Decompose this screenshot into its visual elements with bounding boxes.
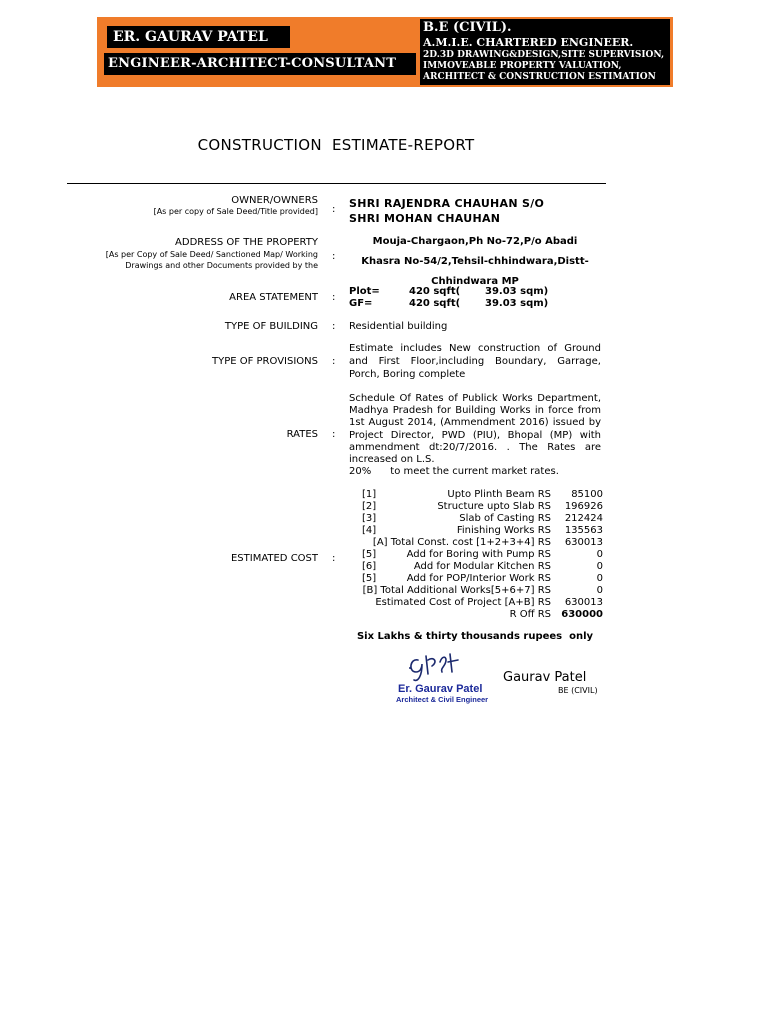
- degree: B.E (CIVIL).: [423, 20, 512, 35]
- area-colon: :: [332, 292, 336, 303]
- building-type-colon: :: [332, 321, 336, 332]
- cost-row-description: Add for Modular Kitchen RS: [413, 561, 551, 572]
- area-value: [349, 286, 601, 310]
- cost-row: [349, 525, 603, 537]
- cost-row-code: [6]: [362, 561, 377, 572]
- address-line-1: Mouja-Chargaon,Ph No-72,P/o Abadi: [372, 236, 578, 247]
- cost-row-description: Slab of Casting RS: [459, 513, 551, 524]
- building-type-value: Residential building: [349, 321, 448, 332]
- cost-row: [349, 513, 603, 525]
- cost-row-code: [4]: [362, 525, 377, 536]
- cost-row-description: Structure upto Slab RS: [437, 501, 551, 512]
- cost-row-description: Add for POP/Interior Work RS: [406, 573, 551, 584]
- cost-row: [349, 573, 603, 585]
- rates-last-line: 20% to meet the current market rates.: [349, 466, 559, 477]
- provisions-colon: :: [332, 356, 336, 367]
- report-title: CONSTRUCTION ESTIMATE-REPORT: [197, 136, 475, 154]
- cost-row-code: [1]: [362, 489, 377, 500]
- rates-value: Schedule Of Rates of Publick Works Department, Madhya Pradesh for Building Works in force from 1st August 2014, (Ammendment 2016) issued by Project Director, PWD (PIU), Bhopal (MP) with ammendment dt:20/7/2016. . The Rates are increased on L.S.: [349, 393, 601, 466]
- address-sub-label-1: [As per Copy of Sale Deed/ Sanctioned Map/ Working: [105, 250, 318, 259]
- cost-row-description: Estimated Cost of Project [A+B] RS: [375, 597, 551, 608]
- signature-scribble-icon: [392, 650, 502, 706]
- owner-value: [349, 196, 601, 226]
- cost-row-description: [A] Total Const. cost [1+2+3+4] RS: [372, 537, 551, 548]
- cost-row: [349, 489, 603, 501]
- estimated-cost-label: ESTIMATED COST: [230, 553, 318, 564]
- cost-row-description: Add for Boring with Pump RS: [406, 549, 551, 560]
- cost-row-amount: 0: [596, 585, 603, 596]
- engineer-name: ER. GAURAV PATEL: [107, 26, 290, 48]
- stamp-title: Architect & Civil Engineer: [396, 695, 489, 704]
- provisions-label: TYPE OF PROVISIONS: [211, 356, 318, 367]
- cost-row-amount: 0: [596, 561, 603, 572]
- plot-sqm: 39.03 sqm): [485, 286, 549, 297]
- credentials-box: [420, 19, 670, 85]
- cost-row: [349, 501, 603, 513]
- owner-label: OWNER/OWNERS: [231, 195, 318, 206]
- cost-row: [349, 549, 603, 561]
- address-sub-label-2: Drawings and other Documents provided by the: [125, 261, 318, 270]
- cost-row: [349, 585, 603, 597]
- cost-row-amount: 630013: [564, 597, 603, 608]
- cost-row-description: [B] Total Additional Works[5+6+7] RS: [362, 585, 551, 596]
- gf-label: GF=: [349, 298, 373, 309]
- rates-label: RATES: [286, 429, 318, 440]
- cost-row: [349, 537, 603, 549]
- address-line-2: Khasra No-54/2,Tehsil-chhindwara,Distt-: [361, 256, 589, 267]
- cost-row-amount: 630013: [564, 537, 603, 548]
- stamp-name: Er. Gaurav Patel: [398, 683, 483, 695]
- cost-row-description: R Off RS: [509, 609, 551, 620]
- cost-table: [349, 489, 603, 621]
- title-divider: [67, 183, 606, 184]
- engineer-role: ENGINEER-ARCHITECT-CONSULTANT: [104, 53, 416, 75]
- owner-sub-label: [As per copy of Sale Deed/Title provided]: [153, 207, 318, 216]
- membership: A.M.I.E. CHARTERED ENGINEER.: [423, 36, 634, 49]
- address-line-3: Chhindwara MP: [431, 276, 519, 287]
- signer-name: Gaurav Patel: [503, 670, 587, 685]
- cost-row-amount: 0: [596, 549, 603, 560]
- plot-sqft: 420 sqft(: [409, 286, 461, 297]
- cost-row-description: Upto Plinth Beam RS: [447, 489, 551, 500]
- estimated-cost-colon: :: [332, 553, 336, 564]
- cost-row-description: Finishing Works RS: [456, 525, 551, 536]
- services-line-3: ARCHITECT & CONSTRUCTION ESTIMATION: [423, 72, 656, 82]
- cost-row: [349, 561, 603, 573]
- gf-sqm: 39.03 sqm): [485, 298, 549, 309]
- cost-row-amount: 0: [596, 573, 603, 584]
- signer-qualification: BE (CIVIL): [558, 686, 598, 695]
- cost-row-code: [2]: [362, 501, 377, 512]
- owner-line-2: SHRI MOHAN CHAUHAN: [349, 212, 501, 225]
- cost-row-amount: 135563: [564, 525, 603, 536]
- rates-colon: :: [332, 429, 336, 440]
- plot-label: Plot=: [349, 286, 380, 297]
- owner-line-1: SHRI RAJENDRA CHAUHAN S/O: [349, 197, 545, 210]
- provisions-value: Estimate includes New construction of Ground and First Floor,including Boundary, Garrage, Porch, Boring complete: [349, 343, 601, 380]
- signature-stamp: [392, 650, 502, 706]
- address-label: ADDRESS OF THE PROPERTY: [175, 237, 318, 248]
- cost-row-amount: 630000: [561, 609, 603, 620]
- cost-row: [349, 597, 603, 609]
- address-colon: :: [332, 251, 336, 262]
- owner-colon: :: [332, 204, 336, 215]
- area-label: AREA STATEMENT: [229, 292, 318, 303]
- cost-row: [349, 609, 603, 621]
- cost-row-code: [5]: [362, 549, 377, 560]
- cost-in-words: Six Lakhs & thirty thousands rupees only: [356, 631, 594, 642]
- cost-row-code: [3]: [362, 513, 377, 524]
- services-line-2: IMMOVEABLE PROPERTY VALUATION,: [423, 61, 622, 71]
- building-type-label: TYPE OF BUILDING: [224, 321, 318, 332]
- cost-row-amount: 85100: [571, 489, 603, 500]
- cost-row-amount: 212424: [564, 513, 603, 524]
- services-line-1: 2D.3D DRAWING&DESIGN,SITE SUPERVISION,: [423, 50, 665, 60]
- cost-row-amount: 196926: [564, 501, 603, 512]
- cost-row-code: [5]: [362, 573, 377, 584]
- gf-sqft: 420 sqft(: [409, 298, 461, 309]
